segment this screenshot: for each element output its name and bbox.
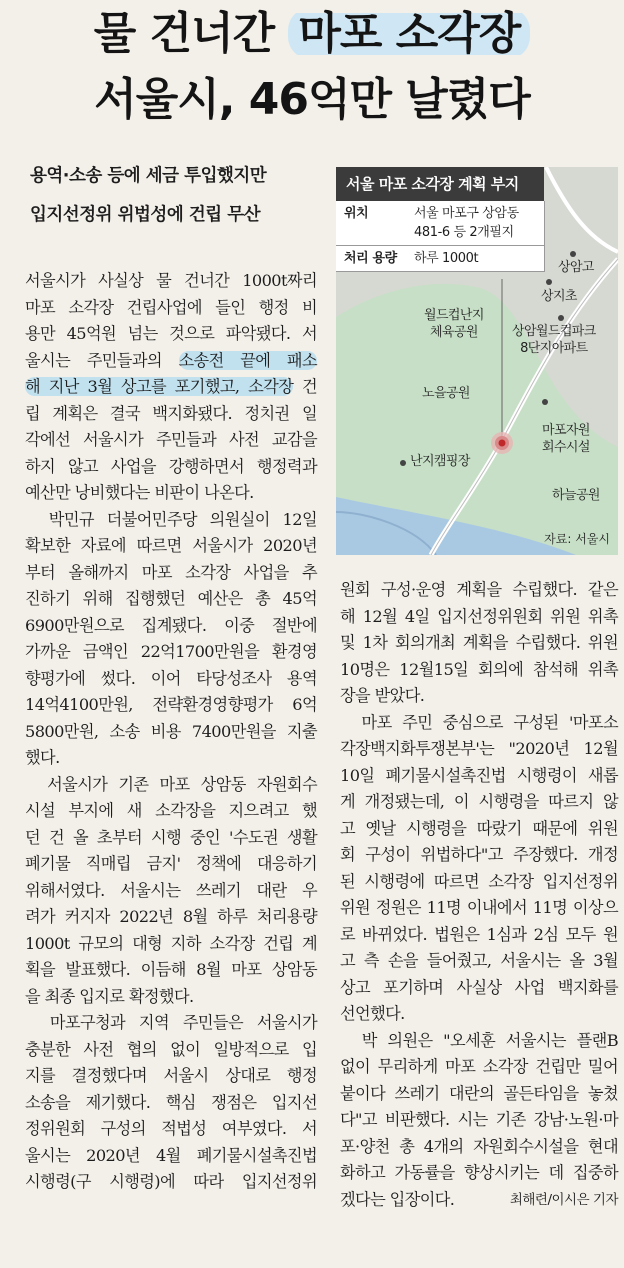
location-line1: 서울 마포구 상암동 (414, 206, 519, 221)
column-line: 화하고 가동률을 향상시키는 데 집중하 (340, 1163, 618, 1182)
column-line: 가까운 금액인 22억1700만원을 환경영 (25, 642, 317, 661)
column-line: 립 계획은 결국 백지화됐다. 정치권 일 (25, 403, 317, 423)
column-line: 충분한 사전 협의 없이 일방적으로 입 (25, 1039, 317, 1059)
subheadline-line1: 용역·소송 등에 세금 투입했지만 (30, 166, 267, 186)
map-info-table (336, 201, 545, 272)
label-wc-park (424, 307, 484, 341)
column-line: 마포 소각장 건립사업에 들인 행정 비 (25, 297, 317, 317)
recovery-marker (542, 399, 548, 405)
column-line: 회 구성이 위법하다"고 주장했다. 개정 (340, 845, 618, 864)
column-line: 했다. (25, 748, 60, 767)
column-line: 마포 주민 중심으로 구성된 '마포소 (340, 712, 618, 732)
column-line: 울시는 주민들과의 소송전 끝에 패소 (25, 350, 317, 370)
headline-highlight: 마포 소각장 (288, 8, 530, 59)
label-sangjicho: 상지초 (541, 289, 577, 304)
column-line: 14억4100만원, 전략환경영향평가 6억 (25, 695, 317, 714)
column-line: 장을 받았다. (340, 686, 425, 705)
column-line: 고 옛날 시행령을 따랐기 때문에 위원 (340, 818, 618, 838)
column-line: 각장백지화투쟁본부'는 "2020년 12월 (340, 739, 618, 758)
column-line: 게 개정됐는데, 이 시행령을 따르지 않 (340, 792, 618, 811)
column-line: 시행령(구 시행령)에 따라 입지선정위 (25, 1172, 317, 1191)
label-haneul-park: 하늘공원 (552, 488, 600, 503)
sangjicho-marker (546, 279, 552, 285)
subheadline-line2: 입지선정위 위법성에 건립 무산 (30, 205, 261, 225)
column-line: 된 시행령에 따르면 소각장 입지선정위 (340, 871, 618, 891)
column-line: 없이 무리하게 마포 소각장 건립만 밀어 (340, 1057, 618, 1076)
map-source: 자료: 서울시 (544, 532, 610, 546)
column-line: 시설 부지에 새 소각장을 지으려고 했 (25, 801, 317, 820)
column-line: 상고 포기하며 사실상 사업 백지화를 (340, 977, 618, 997)
column-line: 지를 결정했다며 서울시 상대로 행정 (25, 1066, 317, 1085)
column-line: 붙이다 쓰레기 대란의 골든타임을 놓쳤 (340, 1083, 618, 1103)
column-line: 폐기물 직매립 금지' 정책에 대응하기 (25, 854, 317, 873)
sangamgo-marker (570, 251, 576, 257)
text-highlight: 소송전 끝에 패소 (178, 350, 317, 370)
article-column-2 (340, 577, 618, 1213)
location-value (414, 204, 519, 242)
info-row-location (336, 201, 544, 245)
column-line: 10명은 12월15일 회의에 참석해 위촉 (340, 659, 618, 679)
column-line: 위원 정원은 11명 이내에서 11명 이상으 (340, 898, 618, 917)
column-line: 5800만원, 소송 비용 7400만원을 지출 (25, 721, 317, 741)
column-line: 을 최종 입지로 확정했다. (25, 986, 194, 1006)
column-line: 고 측 손을 들어줬고, 서울시는 올 3월 (340, 951, 618, 970)
column-line: 예산만 낭비했다는 비판이 나온다. (25, 483, 254, 502)
column-line: 해 12월 4일 입지선정위원회 위원 위촉 (340, 606, 618, 626)
wc-park-line2: 체육공원 (429, 325, 478, 340)
column-line: 진하기 위해 집행했던 예산은 총 45억 (25, 589, 317, 608)
wc-park-line1: 월드컵난지 (424, 308, 484, 323)
text-highlight: 해 지난 3월 상고를 포기했고, 소각장 (25, 377, 294, 396)
column-line: 및 1차 회의개최 계획을 수립했다. 위원 (340, 633, 618, 652)
byline: 최해련/이시은 기자 (509, 1191, 618, 1208)
column-line: 각에선 서울시가 주민들과 사전 교감을 (25, 430, 317, 449)
label-sangamgo: 상암고 (558, 260, 594, 275)
info-row-capacity (336, 245, 544, 271)
column-line: 하지 않고 사업을 강행하면서 행정력과 (25, 456, 317, 476)
nanji-camp-marker (400, 460, 406, 466)
headline-line1 (0, 8, 624, 60)
column-line: 10일 폐기물시설촉진법 시행령이 새롭 (340, 765, 618, 785)
column-line: 용만 45억원 넘는 것으로 파악됐다. 서 (25, 324, 317, 343)
column-line: 로 바뀌었다. 법원은 1심과 2심 모두 원 (340, 924, 618, 944)
map-graphic (336, 167, 618, 555)
location-line2: 481-6 등 2개필지 (414, 225, 514, 240)
column-line: 소송을 제기했다. 핵심 쟁점은 입지선 (25, 1092, 317, 1112)
headline-line1-text: 물 건너간 (93, 8, 289, 59)
recovery-line1: 마포자원 (542, 423, 590, 438)
column-line: 박민규 더불어민주당 의원실이 12일 (25, 509, 317, 529)
apt-marker (558, 315, 564, 321)
recovery-line2: 회수시설 (542, 440, 590, 455)
last-line-with-byline (340, 1187, 618, 1214)
column-line: 원회 구성·운영 계획을 수립했다. 같은 (340, 580, 618, 599)
column-line: 서울시가 기존 마포 상암동 자원회수 (25, 774, 317, 794)
map-title: 서울 마포 소각장 계획 부지 (336, 167, 544, 201)
column-line: 향평가에 썼다. 이어 타당성조사 용역 (25, 668, 317, 688)
label-nanji-camp: 난지캠핑장 (410, 454, 470, 469)
column-line: 획을 발표했다. 이듬해 8월 마포 상암동 (25, 960, 317, 979)
column-line: 박 의원은 "오세훈 서울시는 플랜B (340, 1030, 618, 1050)
location-label: 위치 (344, 206, 369, 221)
column-line: 선언했다. (340, 1004, 405, 1023)
column-line: 서울시가 사실상 물 건너간 1000t짜리 (25, 271, 317, 290)
capacity-label: 처리 용량 (344, 251, 397, 266)
apt-line1: 상암월드컵파크 (512, 324, 596, 339)
column-line: 마포구청과 지역 주민들은 서울시가 (25, 1013, 317, 1032)
column-line: 정위원회 구성의 적법성 여부였다. 서 (25, 1119, 317, 1138)
column-line: 위해서였다. 서울시는 쓰레기 대란 우 (25, 880, 317, 900)
column-line: 겠다는 입장이다. (340, 1189, 455, 1209)
column-line: 부터 올해까지 마포 소각장 사업을 추 (25, 562, 317, 582)
column-line: 포·양천 총 4개의 자원회수시설을 현대 (340, 1136, 618, 1156)
column-line: 다"고 비판했다. 시는 기존 강남·노원·마 (340, 1110, 618, 1129)
headline-line2: 서울시, 46억만 날렸다 (94, 74, 530, 125)
column-line: 해 지난 3월 상고를 포기했고, 소각장 건 (25, 377, 317, 396)
label-apartment (512, 323, 596, 357)
column-line: 확보한 자료에 따르면 서울시가 2020년 (25, 536, 317, 555)
capacity-value: 하루 1000t (414, 251, 479, 266)
column-line: 던 건 올 초부터 시행 중인 '수도권 생활 (25, 827, 317, 847)
column-line: 6900만원으로 집계됐다. 이중 절반에 (25, 615, 317, 635)
column-line: 1000t 규모의 대형 지하 소각장 건립 계 (25, 933, 317, 953)
article-column-1 (25, 268, 317, 1196)
column-line: 려가 커지자 2022년 8월 하루 처리용량 (25, 907, 317, 926)
label-noeul-park: 노을공원 (422, 386, 470, 401)
apt-line2: 8단지아파트 (520, 341, 588, 356)
column-line: 울시는 2020년 4월 폐기물시설촉진법 (25, 1145, 317, 1165)
label-recovery-facility (542, 422, 590, 456)
